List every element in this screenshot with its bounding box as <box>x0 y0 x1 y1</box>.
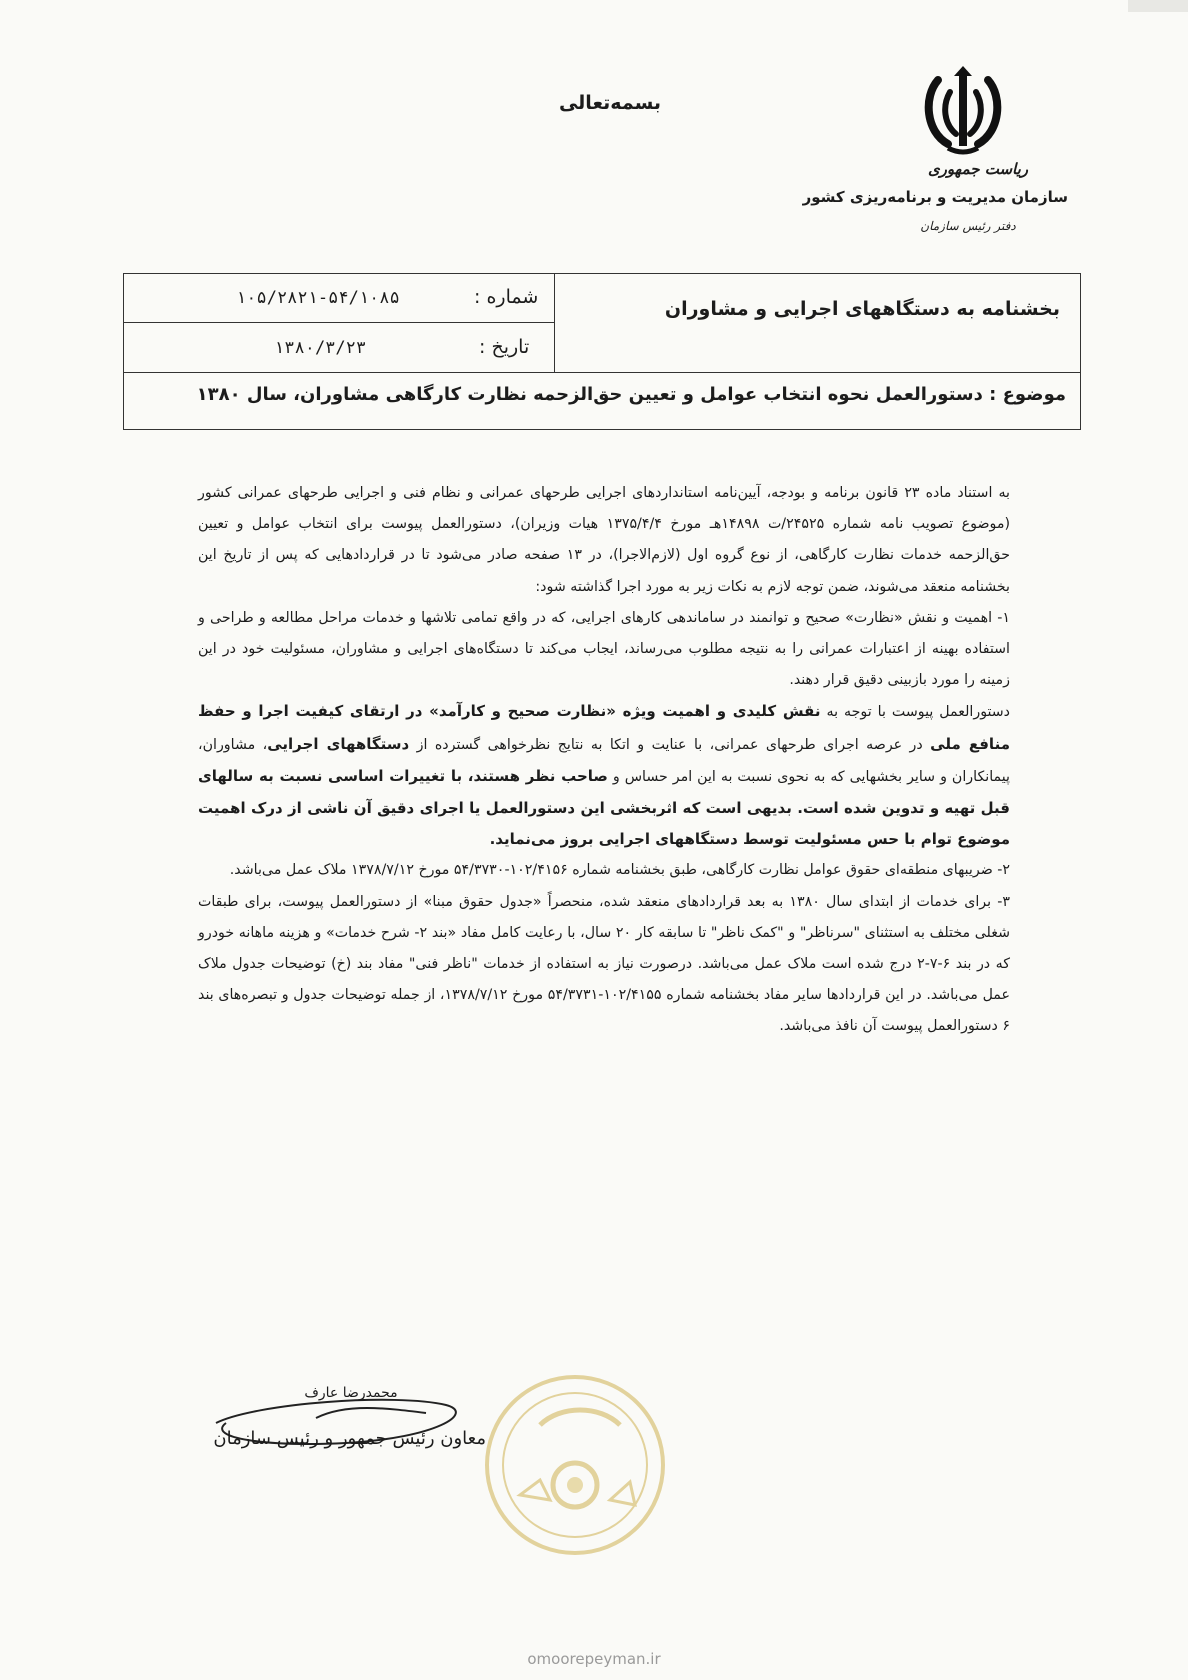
number-label: شماره : <box>474 286 539 308</box>
item-1-paragraph: ۱- اهمیت و نقش «نظارت» صحیح و توانمند در ساماندهی کارهای اجرایی، که در واقع تمامی تلاشها و خدمات مراحل مطالعه و طراحی و استفاده بهینه از اعتبارات عمرانی را به نتیجه مطلوب می‌رساند، ایجاب می‌کند تا دستگاه‌های اجرایی و مشاوران، مسئولیت خود در این زمینه را مورد بازبینی دقیق قرار دهند. <box>198 609 1010 689</box>
org-presidency: ریاست جمهوری <box>927 160 1029 178</box>
number-value: ۱۰۵/۲۸۲۱-۵۴/۱۰۸۵ <box>236 288 400 308</box>
header-table <box>123 273 1081 430</box>
intro-paragraph: به استناد ماده ۲۳ قانون برنامه و بودجه، آیین‌نامه استانداردهای اجرایی طرحهای عمرانی و نظام فنی و اجرایی طرحهای عمرانی کشور (موضوع تصویب نامه شماره ۲۴۵۲۵/ت ۱۴۸۹۸هـ مورخ ۱۳۷۵/۴/۴ هیات وزیران)، دستورالعمل پیوست برای انتخاب عوامل و تعیین حق‌الزحمه خدمات نظارت کارگاهی، از نوع گروه اول (لازم‌الاجرا)، در ۱۳ صفحه صادر می‌شود تا در قراردادهایی که پس از تاریخ این بخشنامه منعقد می‌شوند، ضمن توجه لازم به نکات زیر به مورد اجرا گذاشته شود: <box>198 485 1011 595</box>
table-divider <box>554 274 555 372</box>
p2-text: در عرصه اجرای طرحهای عمرانی، با عنایت و اتکا به نتایج نظرخواهی گسترده از <box>409 736 931 753</box>
p2-text: ، مشاوران، پیمانکاران و سایر بخشهایی که به نحوی نسبت به این امر حساس و <box>198 736 1010 785</box>
date-label: تاریخ : <box>479 336 530 358</box>
watermark-seal-icon <box>480 1370 670 1560</box>
paragraph-2 <box>198 696 1010 855</box>
signature-block <box>196 1383 496 1473</box>
org-name: سازمان مدیریت و برنامه‌ریزی کشور <box>802 188 1068 206</box>
watermark-url: omoorepeyman.ir <box>527 1650 661 1668</box>
item-2-paragraph: ۲- ضریبهای منطقه‌ای حقوق عوامل نظارت کارگاهی، طبق بخشنامه شماره ۱۰۲/۴۱۵۶-۵۴/۳۷۳۰ مورخ ۱۳۷۸/۷/۱۲ ملاک عمل می‌باشد. <box>229 862 1010 879</box>
subject-line: موضوع : دستورالعمل نحوه انتخاب عوامل و تعیین حق‌الزحمه نظارت کارگاهی مشاوران، سال ۱۳۸۰ <box>196 384 1066 405</box>
p2-bold: صاحب نظر هستند، با تغییرات اساسی نسبت به سالهای قبل تهیه و تدوین شده است. بدیهی است که اثربخشی این دستورالعمل یا اجرای دقیق آن ناشی از درک اهمیت موضوع توام با حس مسئولیت توسط دستگاههای اجرایی بروز می‌نماید. <box>198 766 1010 849</box>
bismillah-heading: بسمه‌تعالی <box>558 92 662 114</box>
item-3-paragraph: ۳- برای خدمات از ابتدای سال ۱۳۸۰ به بعد قراردادهای منعقد شده، منحصراً «جدول حقوق مبنا» از دستورالعمل پیوست، برای طبقات شغلی مختلف به استثنای "سرناظر" و "کمک ناظر" تا سابقه کار ۲۰ سال، با رعایت کامل مفاد «بند ۲- شرح خدمات» و هزینه ماهانه خودرو که در بند ۶-۷-۲ درج شده است ملاک عمل می‌باشد. درصورت نیاز به استفاده از خدمات "ناظر فنی" مفاد بند (خ) توضیحات جدول ملاک عمل می‌باشد. در این قراردادها سایر مفاد بخشنامه شماره ۱۰۲/۴۱۵۵-۵۴/۳۷۳۱ مورخ ۱۳۷۸/۷/۱۲، از جمله توضیحات جدول و تبصره‌های بند ۶ دستورالعمل پیوست آن نافذ می‌باشد. <box>198 893 1010 1035</box>
date-value: ۱۳۸۰/۳/۲۳ <box>274 338 367 358</box>
signer-name: محمدرضا عارف <box>304 1385 398 1401</box>
scan-edge <box>1128 0 1188 12</box>
p2-text: دستورالعمل پیوست با توجه به <box>820 704 1011 721</box>
p2-bold: دستگاههای اجرایی <box>267 734 410 753</box>
table-divider <box>124 322 554 323</box>
letter-body <box>198 478 1010 1043</box>
iran-emblem-icon <box>918 62 1008 158</box>
table-divider <box>124 372 1080 373</box>
signer-role: معاون رئیس جمهور و رئیس سازمان <box>213 1428 486 1449</box>
org-office: دفتر رئیس سازمان <box>920 219 1016 233</box>
p2-bold: نقش کلیدی و اهمیت ویژه «نظارت صحیح و کارآمد» در ارتقای کیفیت اجرا و حفظ منافع ملی <box>198 702 1010 753</box>
recipients-title: بخشنامه به دستگاههای اجرایی و مشاوران <box>664 298 1060 320</box>
